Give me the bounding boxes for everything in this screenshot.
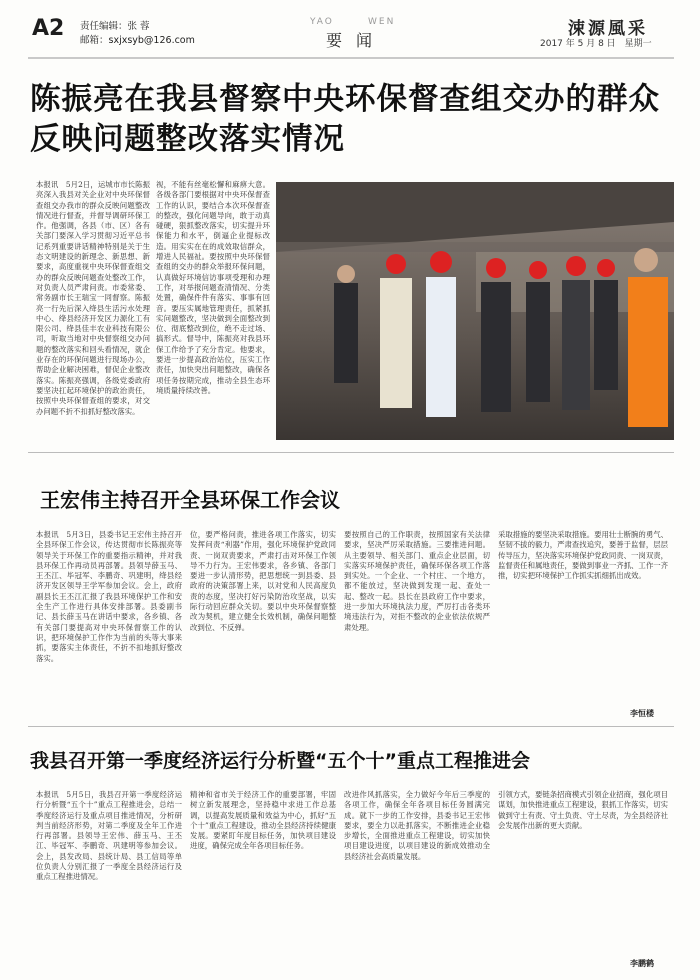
section-divider-1 bbox=[28, 452, 674, 453]
article3-column-3: 改进作风抓落实，全力做好今年后三季度的各项工作，确保全年各项目标任务圆满完成。就下一步的工作安排，县委书记王宏伟要求，要全力以赴抓落实，不断推进企业稳步增长，全面推进重点工程建设，切实加快项目建设进度，以项目建设的新成效推动全县经济社会高质量发展。 bbox=[344, 790, 490, 861]
article1-photo bbox=[276, 182, 674, 440]
article2-column-3: 要按照自己的工作职责，按照国家有关法律要求，坚决严厉采取措施。三要推进问题。从主要领导、相关部门、重点企业层面，切实落实环境保护责任，确保环保各项工作落到实处。一个企业、一个村庄、一个地方，都不能放过，坚决做到发现一起、查处一起、整改一起。县长在县政府工作中要求，进一步加大环境执法力度，严厉打击各类环境违法行为，对拒不整改的企业依法依规严肃处理。 bbox=[344, 530, 490, 632]
article3-column-4: 引领方式，要链条招商模式引领企业招商，强化项目谋划，加快推进重点工程建设，狠抓工作落实，切实做到守土有责、守土负责、守土尽责，为全县经济社会发展作出新的更大贡献。 bbox=[498, 790, 668, 830]
page-code: A2 bbox=[32, 16, 65, 41]
section-title: 要闻 bbox=[326, 31, 387, 50]
section-en-right: WEN bbox=[368, 17, 396, 27]
editor-email: 邮箱：sxjxsyb@126.com bbox=[80, 35, 195, 46]
article2-column-1: 本报讯 5月3日，县委书记王宏伟主持召开全县环保工作会议，传达贯彻市长陈振亮等领导关于环保工作的重要指示精神，并对我县环保工作再动员再部署。县领导薛玉马、王丕江、毕冠军、李鹏奇、巩建明，绛县经济开发区领导王学军参加会议。会上，政府副县长王丕江汇报了我县环境保护工作和安全生产工作进行具体安排部署。县委副书记、县长薛玉马在讲话中要求，各乡镇、各有关部门要提高对中央环保督察工作的认识，把环境保护工作作为当前的头等大事来抓，要落实主体责任，不折不扣地抓好整改落实。 bbox=[36, 530, 182, 663]
article2-column-2: 位，要严格问责，推进各项工作落实，切实发挥问责“利器”作用，强化环境保护党政同责、一岗双责要求，严肃打击对环保工作领导不力行为。王宏伟要求，各乡镇、各部门要进一步认清形势，把思想统一到县委、县政府的决策部署上来，以对党和人民高度负责的态度，坚决打好污染防治攻坚战，以实际行动回应群众关切。要以中央环保督察整改为契机，建立健全长效机制，确保问题整改到位、不反弹。 bbox=[190, 530, 336, 632]
section-divider-2 bbox=[28, 726, 674, 727]
article3-column-2: 精神和省市关于经济工作的重要部署，牢固树立新发展理念，坚持稳中求进工作总基调，以提高发展质量和效益为中心，抓好“五个十”重点工程建设，推动全县经济持续健康发展。要紧盯年度目标任务，加快项目建设进度，确保完成全年各项目标任务。 bbox=[190, 790, 336, 851]
article1-column-2: 视，不能有丝毫松懈和麻痹大意。各级各部门要根据对中央环保督查工作的认识，要结合本次环保督查的整改，强化问题导向，敢于动真碰硬，狠抓整改落实，切实提升环保能力和水平，倒逼企业提标改造。用实实在在的成效取信群众，增进人民福祉。要按照中央环保督查组的交办的群众举报环保问题，认真做好环境信访事项受理和办理工作，对举报问题查清情况、分类处置，确保件件有落实、事事有回音。要压实属地管理责任，抓紧抓实问题整改，坚决做到全面整改到位、彻底整改到位，绝不走过场、搞形式。督导中，陈振亮对我县环保工作给予了充分肯定。他要求，要进一步提高政治站位，压实工作责任，加快突出问题整改，确保各项任务按期完成，推动全县生态环境质量持续改善。 bbox=[156, 180, 270, 395]
editor-name: 责任编辑：张 蓉 bbox=[80, 21, 150, 32]
section-en-left: YAO bbox=[310, 17, 334, 27]
article2-column-4: 采取措施的要坚决采取措施。要用壮士断腕的勇气、坚韧不拔的毅力，严肃查找追究，要善于监督，层层传导压力，坚决落实环境保护党政同责、一岗双责，监督责任和属地责任，要做到事业一齐抓、工作一齐推，切实把环境保护工作抓实抓细抓出成效。 bbox=[498, 530, 668, 581]
article1-column-1: 本报讯 5月2日，运城市市长陈振亮深入我县对关企业对中央环保督查组交办我市的群众反映问题整改情况进行督查，并督导调研环保工作。他强调，各县（市、区）各有关部门要深入学习贯彻习近平总书记系列重要讲话精神特别是关于生态文明建设的新理念、新思想、新要求，高度重视中央环保督查组交办的群众反映问题查处整改工作，对负责人员严肃问责。市委常委、常务副市长王瑞宝一同督察。陈振亮一行先后深入绛县生活污水处理中心、绛县经济开发区力源化工有限公司、绛县佳丰农业科技有限公司，听取当地对中央督察组交办问题的整改落实和回头看情况，就企业存在的环保问题进行现场办公，帮助企业解决困难，督促企业整改落实。陈振亮强调，各级党委政府要坚决扛起环境保护的政治责任，按照中央环保督查组的要求，对交办问题不折不扣抓好整改落实。 bbox=[36, 180, 150, 416]
article3-headline: 我县召开第一季度经济运行分析暨“五个十”重点工程推进会 bbox=[30, 750, 530, 772]
section-english bbox=[310, 17, 426, 27]
page-header bbox=[28, 14, 674, 54]
header-divider bbox=[28, 57, 674, 59]
inspection-scene-image bbox=[276, 182, 674, 440]
editor-info bbox=[80, 20, 195, 48]
article2-byline: 李恒楼 bbox=[630, 709, 654, 718]
issue-date: 2017 年 5 月 8 日 星期一 bbox=[540, 39, 652, 49]
article1-headline: 陈振亮在我县督察中央环保督查组交办的群众反映问题整改落实情况 bbox=[30, 82, 660, 157]
article2-headline: 王宏伟主持召开全县环保工作会议 bbox=[40, 488, 340, 512]
article3-column-1: 本报讯 5月5日，我县召开第一季度经济运行分析暨“五个十”重点工程推进会，总结一季度经济运行及重点项目推进情况，分析研判当前经济形势，对第二季度及全年工作进行再部署。县领导王宏伟、薛玉马、王丕江、毕冠军、李鹏奇、巩建明等参加会议。会上，县发改局、县统计局、县工信局等单位负责人分别汇报了一季度全县经济运行及重点工程推进情况。 bbox=[36, 790, 182, 882]
article3-byline: 李鹏鹤 bbox=[630, 959, 654, 968]
paper-name: 涑源風采 bbox=[568, 19, 648, 39]
